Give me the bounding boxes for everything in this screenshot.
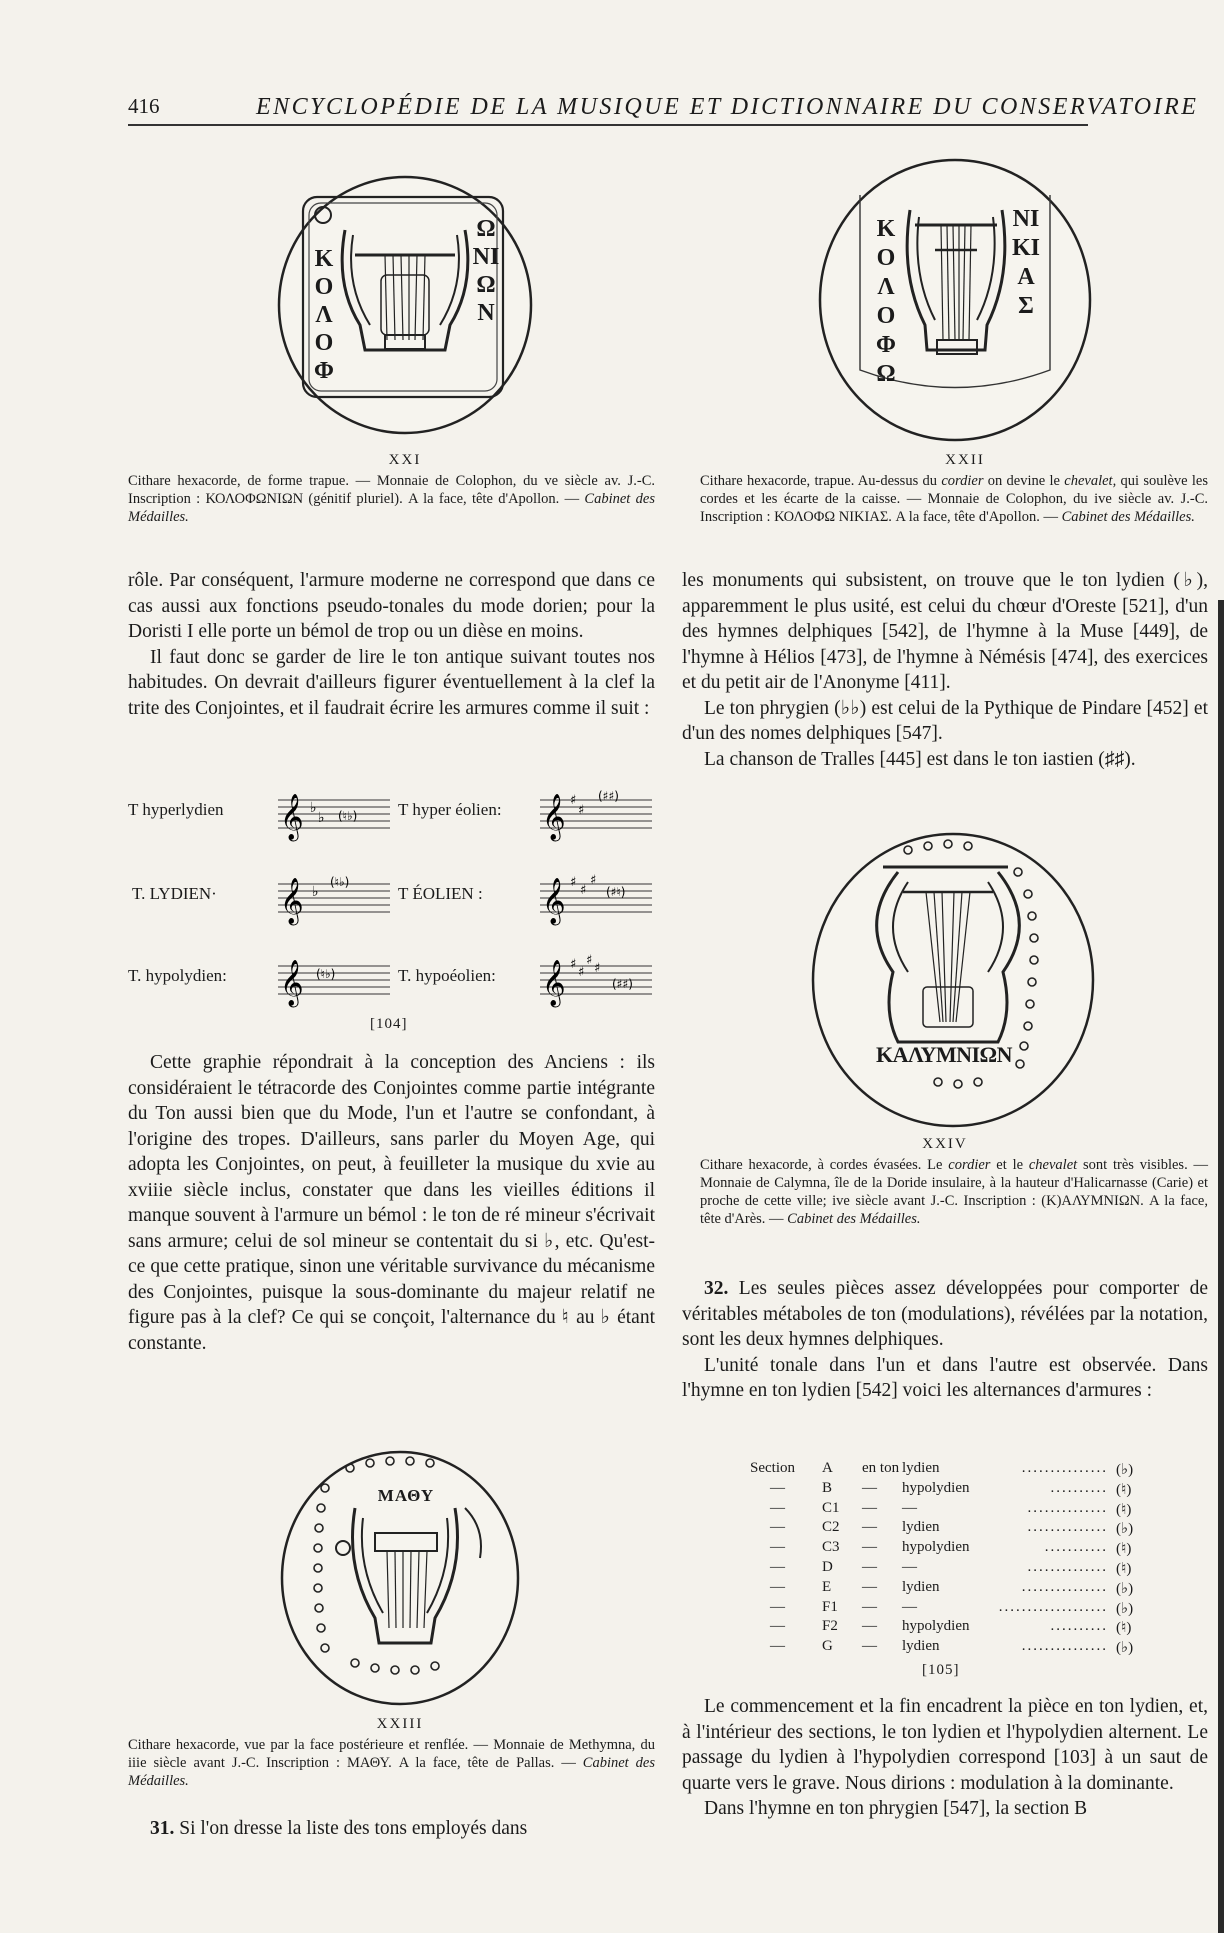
left-para-1: rôle. Par conséquent, l'armure moderne ne correspond que dans ce cas aussi aux fonctions pseudo-tonales du mode dorien; pour la Doristi I elle porte un bémol de trop ou un dièse en moins. <box>128 570 655 642</box>
table-cell-mode: — <box>862 1499 877 1516</box>
example-label-hyperlydien: T hyperlydien <box>128 800 224 819</box>
figure-xxiv-number: XXIV <box>922 1136 968 1152</box>
figure-xxiii-number: XXIII <box>376 1716 424 1732</box>
table-cell-mode: — <box>862 1598 877 1615</box>
coin-xxii-inscription-left: ΚΟΛΟΦΩ <box>876 216 896 387</box>
table-cell-ton: hypolydien <box>902 1539 970 1556</box>
figure-xxii-caption-cordier: cordier <box>941 473 984 489</box>
staff-hypoeolien <box>540 948 652 1008</box>
table-cell-ton: — <box>902 1598 917 1615</box>
coin-xxi-inscription-left: ΚΟΛΟΦ <box>314 246 334 384</box>
staff-hypolydien <box>278 948 390 1008</box>
right-para-6: L'unité tonale dans l'un et dans l'autre est observée. Dans l'hymne en ton lydien [542] voici les alternances d'armures : <box>682 1354 1208 1401</box>
figure-xxiii-caption-text: Cithare hexacorde, vue par la face postérieure et renflée. — Monnaie de Methymna, du iiie siècle avant J.-C. Inscription : ΜΑΘΥ. A la face, tête de Pallas. — <box>128 1737 655 1771</box>
table-row <box>750 1500 1138 1520</box>
left-para-2: Il faut donc se garder de lire le ton antique suivant toutes nos habitudes. On devrait d'ailleurs figurer éventuellement à la clef la trite des Conjointes, et il faudrait écrire les armures comme il suit : <box>128 646 655 719</box>
figure-xxi-caption <box>128 472 655 526</box>
right-column-bottom <box>682 1694 1208 1822</box>
header-rule <box>128 124 1088 126</box>
section-31-number: 31. <box>150 1818 175 1839</box>
figure-xxii-caption-source: Cabinet des Médailles. <box>1061 509 1195 525</box>
example-label-hypolydien: T. hypolydien: <box>128 966 227 985</box>
table-cell-letter: F1 <box>822 1598 838 1615</box>
svg-text:𝄞: 𝄞 <box>280 878 304 924</box>
table-cell-letter: G <box>822 1638 833 1655</box>
figure-xxiii-caption-source: Cabinet des Médailles. <box>128 1755 656 1789</box>
table-cell-ton: — <box>902 1559 917 1575</box>
table-cell-mode: — <box>862 1559 877 1575</box>
coin-xxiii-inscription: ΜΑΘΥ <box>377 1486 435 1505</box>
table-row <box>750 1579 1138 1599</box>
example-label-hypoeolien: T. hypoéolien: <box>398 966 496 985</box>
figure-xxiii <box>275 1448 525 1713</box>
table-cell-armure: (♭) <box>1116 1640 1134 1657</box>
figure-xxiv-caption-chevalet: chevalet <box>1028 1157 1078 1173</box>
table-row <box>750 1460 1138 1480</box>
table-cell-ton: — <box>902 1499 917 1516</box>
figure-xxiii-caption <box>128 1736 655 1790</box>
table-cell-armure: (♭) <box>1116 1462 1134 1478</box>
figure-xxii-caption-mid: on devine le <box>987 473 1060 489</box>
coin-xxiv-inscription: ΚΑΛΥΜΝΙΩΝ <box>876 1042 1013 1067</box>
right-para-1: les monuments qui subsistent, on trouve que le ton lydien (♭), apparemment le plus usité, est celui du chœur d'Oreste [521], d'un des hymnes delphiques [542], de l'hymne à la Muse [449], de l'hymne à Hélios [473], de l'hymne à Némésis [474], des exercices et du petit air de l'Anonyme [411]. <box>682 570 1208 693</box>
figure-xxi <box>275 175 535 440</box>
table-cell-mode: — <box>862 1618 877 1635</box>
table-cell-ton: lydien <box>902 1638 940 1655</box>
svg-text:𝄞: 𝄞 <box>542 960 566 1006</box>
svg-text:𝄞: 𝄞 <box>280 960 304 1006</box>
table-cell-ton: lydien <box>902 1519 940 1536</box>
svg-text:♭: ♭ <box>312 884 319 900</box>
figure-xxii <box>815 155 1095 445</box>
example-104-label: [104] <box>370 1016 408 1032</box>
table-row <box>750 1618 1138 1638</box>
figure-xxiv-caption-cordier: cordier <box>948 1157 991 1173</box>
svg-text:♯: ♯ <box>570 957 577 972</box>
figure-xxiv-caption <box>700 1156 1208 1228</box>
table-cell-dots: .............. <box>1027 1519 1108 1536</box>
table-cell-dots: ........... <box>1044 1539 1108 1556</box>
table-cell-ton: lydien <box>902 1460 940 1476</box>
example-label-hypereolien: T hyper éolien: <box>398 800 502 819</box>
left-column-bottom <box>128 1816 655 1842</box>
table-cell-mode: — <box>862 1519 877 1536</box>
table-cell-letter: B <box>822 1479 833 1496</box>
table-row <box>750 1638 1138 1658</box>
table-cell-section: — <box>770 1559 785 1575</box>
staff-hypereolien <box>540 782 652 842</box>
svg-text:♯: ♯ <box>578 803 585 818</box>
right-para-5: Les seules pièces assez développées pour comporter de véritables métaboles de ton (modulations), révélées par la notation, sont les deux hymnes delphiques. <box>682 1278 1208 1350</box>
table-cell-section: Section <box>750 1460 795 1476</box>
table-cell-armure: (♭) <box>1116 1521 1134 1538</box>
table-cell-dots: ................... <box>998 1598 1108 1615</box>
page-number: 416 <box>128 94 160 118</box>
figure-xxiv-caption-source: Cabinet des Médailles. <box>787 1211 921 1227</box>
table-cell-section: — <box>770 1598 785 1615</box>
table-row <box>750 1539 1138 1559</box>
coin-xxiv-image <box>808 832 1098 1132</box>
staff-hyperlydien <box>278 782 390 842</box>
figure-xxi-caption-source: Cabinet des Médailles. <box>128 491 655 525</box>
running-head <box>128 94 1199 124</box>
table-cell-mode: — <box>862 1638 877 1655</box>
svg-text:♯: ♯ <box>590 873 597 888</box>
table-cell-letter: C1 <box>822 1499 840 1516</box>
left-para-3: Cette graphie répondrait à la conception des Anciens : ils considéraient le tétracorde des Conjointes comme partie intégrante du Ton aussi bien que du Mode, l'un et l'autre se confondant, à l'origine des tropes. D'ailleurs, sans parler du Moyen Age, qui adopta les Conjointes, on peut, à feuilleter la musique du xvie au xviiie siècle inclus, constater que dans les vieilles éditions il manque souvent à l'armure un bémol : le ton de ré mineur s'écrivait sans armure; celui de sol mineur se contentait du si ♭, etc. Qu'est-ce que cette pratique, sinon une véritable survivance du mécanisme des Conjointes, puisque la sous-dominante du majeur relatif ne figure pas à la clef? Ce qui se conçoit, l'alternance du ♮ au ♭ étant constante. <box>128 1052 655 1354</box>
table-row <box>750 1559 1138 1579</box>
svg-text:♭: ♭ <box>318 810 325 826</box>
table-cell-letter: C2 <box>822 1519 840 1536</box>
table-105-label: [105] <box>922 1662 960 1678</box>
table-cell-ton: hypolydien <box>902 1618 970 1635</box>
table-cell-mode: — <box>862 1539 877 1556</box>
table-cell-section: — <box>770 1638 785 1655</box>
svg-text:♯: ♯ <box>578 965 585 980</box>
right-para-7: Le commencement et la fin encadrent la pièce en ton lydien, et, à l'intérieur des sections, le ton lydien et l'hypolydien alternent. Le passage du lydien à l'hypolydien correspond [103] à un saut de quarte vers le grave. Nous dirions : modulation à la dominante. <box>682 1696 1208 1794</box>
table-cell-dots: ............... <box>1021 1578 1108 1595</box>
figure-xxiv-caption-end: sont très visibles. — Monnaie de Calymna, île de la Doride insulaire, à la hauteur d'Halicarnasse (Carie) et proche de cette ville; ive siècle avant J.-C. Inscription : (Κ)ΑΛΥΜΝΙΩΝ. A la face, tête d'Arès. — <box>700 1157 1209 1227</box>
table-cell-ton: hypolydien <box>902 1479 970 1496</box>
svg-text:(♮♭): (♮♭) <box>330 875 350 889</box>
svg-text:♯: ♯ <box>586 953 593 968</box>
table-row <box>750 1480 1138 1500</box>
table-cell-mode: — <box>862 1578 877 1595</box>
table-cell-section: — <box>770 1539 785 1556</box>
table-cell-dots: .......... <box>1050 1479 1108 1496</box>
svg-text:(♯♯): (♯♯) <box>612 977 633 991</box>
right-para-3: La chanson de Tralles [445] est dans le ton iastien (♯♯). <box>704 748 1136 770</box>
table-cell-dots: ............... <box>1021 1638 1108 1655</box>
svg-text:(♯♮): (♯♮) <box>606 885 626 899</box>
figure-xxii-caption <box>700 472 1208 526</box>
figure-xxiv-caption-mid: et le <box>996 1157 1024 1173</box>
table-cell-section: — <box>770 1578 785 1595</box>
table-cell-armure: (♮) <box>1116 1620 1132 1637</box>
table-cell-ton: lydien <box>902 1578 940 1595</box>
staff-lydien <box>278 866 390 926</box>
figure-xxii-caption-end: qui soulève les cordes et les écarte de la caisse. — Monnaie de Colophon, du ive siècle av. J.-C. Inscription : ΚΟΛΟΦΩ ΝΙΚΙΑΣ. A la face, tête d'Apollon. — <box>700 473 1209 525</box>
table-row <box>750 1599 1138 1619</box>
table-cell-armure: (♮) <box>1116 1481 1132 1498</box>
staff-eolien <box>540 866 652 926</box>
right-para-2: Le ton phrygien (♭♭) est celui de la Pythique de Pindare [452] et d'un des nomes delphiques [547]. <box>682 697 1208 744</box>
table-cell-section: — <box>770 1499 785 1516</box>
svg-text:♭: ♭ <box>310 800 317 816</box>
running-title: ENCYCLOPÉDIE DE LA MUSIQUE ET DICTIONNAIRE DU CONSERVATOIRE <box>256 94 1199 120</box>
table-cell-section: — <box>770 1519 785 1536</box>
table-cell-armure: (♭) <box>1116 1600 1134 1617</box>
table-cell-mode: en ton <box>862 1460 900 1476</box>
left-column-middle <box>128 1050 655 1356</box>
right-para-8: Dans l'hymne en ton phrygien [547], la section B <box>704 1798 1088 1819</box>
svg-text:♯: ♯ <box>570 875 577 890</box>
table-cell-letter: D <box>822 1559 833 1575</box>
table-cell-mode: — <box>862 1479 877 1496</box>
figure-xxi-caption-text: Cithare hexacorde, de forme trapue. — Monnaie de Colophon, du ve siècle av. J.-C. Inscription : ΚΟΛΟΦΩΝΙΩΝ (génitif pluriel). A la face, tête d'Apollon. — <box>128 473 655 507</box>
svg-text:♯: ♯ <box>580 883 587 898</box>
svg-text:(♮♭): (♮♭) <box>316 967 336 981</box>
figure-xxii-caption-chevalet: chevalet, <box>1064 473 1117 489</box>
binding-shadow <box>1218 600 1224 1933</box>
left-column-top <box>128 568 655 721</box>
table-cell-letter: A <box>822 1460 833 1476</box>
figure-xxiv-caption-start: Cithare hexacorde, à cordes évasées. Le <box>700 1157 943 1173</box>
svg-text:(♮♭): (♮♭) <box>338 809 358 823</box>
table-cell-letter: C3 <box>822 1539 840 1556</box>
svg-text:𝄞: 𝄞 <box>542 878 566 924</box>
figure-xxi-number: XXI <box>388 452 422 468</box>
table-cell-letter: F2 <box>822 1618 838 1635</box>
table-cell-section: — <box>770 1618 785 1635</box>
section-32-number: 32. <box>704 1278 729 1299</box>
svg-text:𝄞: 𝄞 <box>542 794 566 840</box>
svg-text:♯: ♯ <box>570 793 577 808</box>
svg-text:𝄞: 𝄞 <box>280 794 304 840</box>
table-cell-dots: ............... <box>1021 1460 1108 1476</box>
table-cell-dots: .............. <box>1027 1499 1108 1516</box>
right-column-top <box>682 568 1208 772</box>
table-cell-armure: (♮) <box>1116 1541 1132 1558</box>
table-cell-armure: (♮) <box>1116 1561 1132 1577</box>
left-para-4: Si l'on dresse la liste des tons employés dans <box>179 1818 528 1839</box>
right-column-middle <box>682 1276 1208 1404</box>
svg-text:♯: ♯ <box>594 961 601 976</box>
svg-text:(♯♯): (♯♯) <box>598 789 619 803</box>
figure-xxii-caption-start: Cithare hexacorde, trapue. Au-dessus du <box>700 473 938 489</box>
example-label-eolien: T ÉOLIEN : <box>398 884 483 903</box>
figure-xxii-number: XXII <box>945 452 985 468</box>
table-cell-letter: E <box>822 1578 832 1595</box>
example-label-lydien: T. LYDIEN· <box>132 884 217 903</box>
table-cell-dots: .............. <box>1027 1559 1108 1575</box>
coin-xxii-image <box>815 155 1095 445</box>
coin-xxi-inscription-right: ΩΝΙΩΝ <box>472 216 500 326</box>
table-cell-armure: (♭) <box>1116 1580 1134 1597</box>
table-row <box>750 1519 1138 1539</box>
table-cell-dots: .......... <box>1050 1618 1108 1635</box>
table-cell-section: — <box>770 1479 785 1496</box>
table-cell-armure: (♮) <box>1116 1501 1132 1518</box>
coin-xxii-inscription-right: ΝΙΚΙΑΣ <box>1011 206 1040 319</box>
figure-xxiv <box>808 832 1098 1132</box>
